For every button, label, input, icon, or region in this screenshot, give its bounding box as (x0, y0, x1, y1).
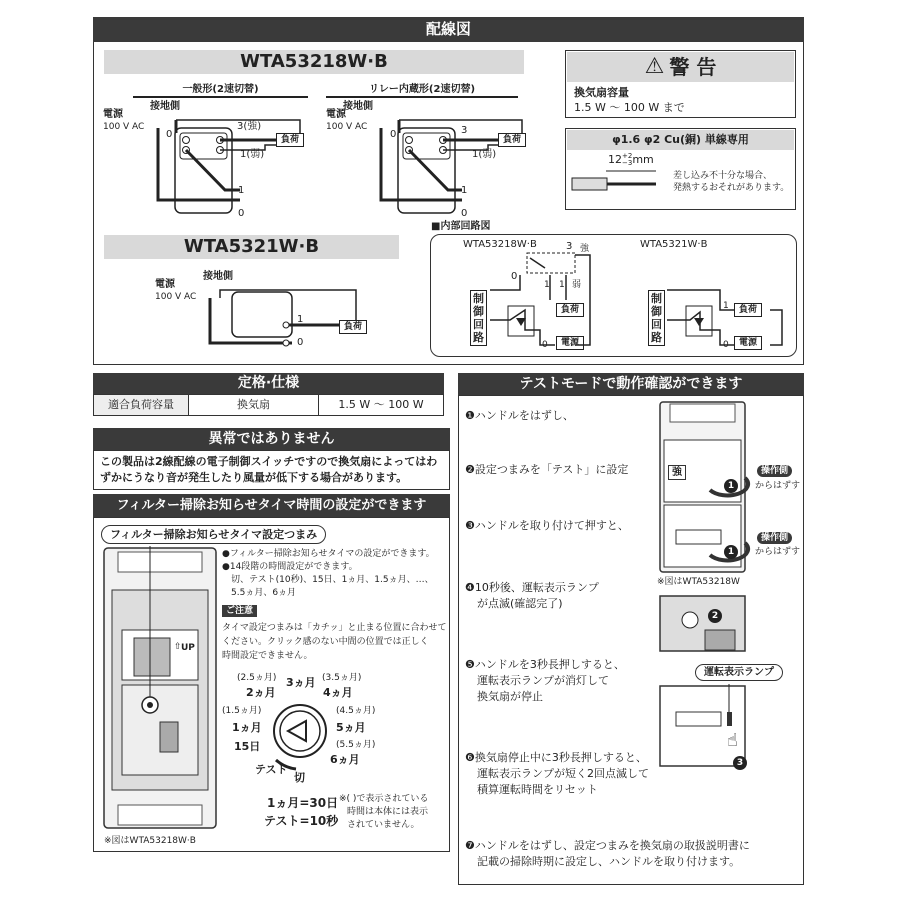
step-7-1: ❼ハンドルをはずし、設定つまみを換気扇の取扱説明書に (465, 839, 750, 852)
dial-m4: 4ヵ月 (323, 686, 353, 699)
terminal-1-a: 1 (238, 185, 245, 196)
dial-off: 切 (294, 771, 305, 784)
internal-power-a: 電源 (556, 336, 584, 350)
step-6-3: 積算運転時間をリセット (477, 783, 598, 796)
model-a-header: WTA53218W·B (104, 50, 524, 74)
testmode-title: テストモードで動作確認ができます (458, 373, 804, 395)
dial-m6: 6ヵ月 (330, 753, 360, 766)
strip-length: 12 +2 −3 mm (608, 152, 654, 167)
internal-model-b: WTA5321W·B (640, 239, 708, 250)
strip-note-2: 発熱するおそれがあります。 (673, 183, 790, 193)
load-label-a: 負荷 (276, 133, 304, 147)
step-5-2: 運転表示ランプが消灯して (477, 674, 609, 687)
dial-m1: 1ヵ月 (232, 721, 262, 734)
internal-t0a: 0 (511, 271, 518, 282)
dial-m3: 3ヵ月 (286, 676, 316, 689)
filter-bullet2-sub2: 5.5ヵ月、6ヵ月 (231, 588, 297, 598)
strip-note-1: 差し込み不十分な場合、 (673, 171, 773, 181)
badge-2: 2 (708, 605, 724, 624)
filter-bullet2-sub1: 切、テスト(10秒)、15日、1ヵ月、1.5ヵ月、…、 (231, 575, 434, 585)
notice-title: 異常ではありません (93, 428, 450, 450)
wire-spec-header: φ1.6 φ2 Cu(銅) 単線専用 (567, 130, 794, 150)
voltage-label-a: 100 V AC (103, 122, 145, 132)
step-1: ❶ハンドルをはずし、 (465, 409, 574, 422)
legend-month: 1ヵ月=30日 (267, 796, 339, 810)
notice-body: この製品は2線配線の電子制御スイッチですので換気扇によってはわずかにうなり音が発生したり風量が低下する場合があります。 (93, 450, 450, 490)
internal-t1b: 1 (559, 280, 565, 290)
warning-title: 警 告 (669, 55, 717, 79)
voltage-label-b: 100 V AC (326, 122, 368, 132)
filter-bullet2: ●14段階の時間設定ができます。 (222, 562, 358, 572)
up-label: UP (181, 643, 195, 653)
model-b-header: WTA5321W·B (104, 235, 399, 259)
dial-d15: 15日 (234, 740, 261, 753)
terminal-0-b: 0 (390, 129, 397, 140)
lamp-label: 運転表示ランプ (695, 664, 783, 681)
step-4-2: が点滅(確認完了) (477, 597, 563, 610)
caution-title: ご注意 (222, 605, 257, 617)
up-arrow-icon: ⇧ (174, 642, 182, 652)
remove-from-2: からはずす (755, 547, 801, 557)
load-label-c: 負荷 (339, 320, 367, 334)
terminal-0-c: 0 (297, 337, 304, 348)
step-6-2: 運転表示ランプが短く2回点滅して (477, 767, 649, 780)
capacity-label: 換気扇容量 (574, 86, 629, 99)
strong-badge: 強 (668, 465, 686, 480)
dial-m5-5: (5.5ヵ月) (336, 740, 376, 750)
caution-body-2: ください。クリック感のない中間の位置では正しく (222, 637, 429, 647)
paren-note-1: ※( )で表示されている (339, 794, 429, 804)
badge-1a: 1 (724, 475, 740, 494)
internal-t0b: 0 (542, 340, 548, 350)
badge-3: 3 (733, 752, 749, 771)
dial-m2-5: (2.5ヵ月) (237, 673, 277, 683)
figure-note: ※図はWTA53218W·B (104, 836, 196, 846)
dial-m4-5: (4.5ヵ月) (336, 706, 376, 716)
subtitle-general: 一般形(2速切替) (133, 82, 308, 98)
terminal-1-c: 1 (297, 314, 304, 325)
internal-t0c: 0 (723, 340, 729, 350)
paren-note-2: 時間は本体には表示 (347, 807, 429, 817)
step-4-1: ❹10秒後、運転表示ランプ (465, 581, 599, 594)
internal-t1a: 1 (544, 280, 550, 290)
internal-t1c: 1 (723, 301, 729, 311)
internal-strong: 強 (580, 244, 590, 254)
caution-body-3: 時間設定できません。 (222, 651, 313, 661)
dial-m2: 2ヵ月 (246, 686, 276, 699)
step-5-3: 換気扇が停止 (477, 690, 543, 703)
testmode-figure-note: ※図はWTA53218W (657, 577, 740, 587)
filter-title: フィルター掃除お知らせタイマ時間の設定ができます (93, 494, 450, 517)
step-7-2: 記載の掃除時期に設定し、ハンドルを取り付けます。 (477, 855, 741, 868)
terminal-0b-b: 0 (461, 208, 468, 219)
rating-col1: 適合負荷容量 (94, 395, 189, 415)
capacity-value: 1.5 W ～ 100 W まで (574, 101, 685, 114)
power-label-a: 電源 (103, 109, 123, 120)
internal-load-a: 負荷 (556, 303, 584, 317)
filter-bullet1: ●フィルター掃除お知らせタイマの設定ができます。 (222, 549, 435, 559)
finger-press-icon: ☝ (727, 730, 738, 751)
control-circuit-b: 制御回路 (648, 290, 665, 346)
knob-label: フィルター掃除お知らせタイマ設定つまみ (101, 525, 326, 544)
internal-power-b: 電源 (734, 336, 762, 350)
op-side-2: 操作側 (757, 532, 792, 544)
terminal-0b-a: 0 (238, 208, 245, 219)
rating-title: 定格·仕様 (93, 373, 444, 394)
terminal-3-b: 3 (461, 125, 468, 136)
legend-test: テスト=10秒 (264, 814, 339, 828)
power-label-b: 電源 (326, 109, 346, 120)
paren-note-3: されていません。 (347, 820, 420, 830)
internal-load-b: 負荷 (734, 303, 762, 317)
step-6-1: ❻換気扇停止中に3秒長押しすると、 (465, 751, 647, 764)
terminal-strong-a: 3(強) (237, 121, 262, 132)
terminal-1-b: 1 (461, 185, 468, 196)
step-5-1: ❺ハンドルを3秒長押しすると、 (465, 658, 625, 671)
load-label-b: 負荷 (498, 133, 526, 147)
caution-body-1: タイマ設定つまみは「カチッ」と止まる位置に合わせて (222, 623, 447, 633)
terminal-weak-a: 1(弱) (240, 149, 265, 160)
dial-m5: 5ヵ月 (336, 721, 366, 734)
ground-label-c: 接地側 (203, 271, 233, 282)
remove-from-1: からはずす (755, 481, 801, 491)
voltage-label-c: 100 V AC (155, 292, 197, 302)
dial-m1-5: (1.5ヵ月) (222, 706, 262, 716)
internal-title: ■内部回路図 (431, 221, 491, 232)
op-side-1: 操作側 (757, 465, 792, 477)
dial-m3-5: (3.5ヵ月) (322, 673, 362, 683)
internal-model-a: WTA53218W·B (463, 239, 537, 250)
terminal-weak-b: 1(弱) (472, 149, 497, 160)
dial-test: テスト (255, 763, 288, 776)
power-label-c: 電源 (155, 279, 175, 290)
wiring-title: 配線図 (93, 17, 804, 42)
ground-label-b: 接地側 (343, 101, 373, 112)
warning-triangle-icon: ⚠ (644, 54, 665, 79)
terminal-0-a: 0 (166, 129, 173, 140)
step-3: ❸ハンドルを取り付けて押すと、 (465, 519, 629, 532)
internal-t3: 3 (566, 241, 573, 252)
rating-col2: 換気扇 (189, 395, 319, 415)
rating-col3: 1.5 W ～ 100 W (338, 398, 424, 411)
step-2: ❷設定つまみを「テスト」に設定 (465, 463, 629, 476)
subtitle-relay: リレー内蔵形(2速切替) (326, 82, 518, 98)
control-circuit-a: 制御回路 (470, 290, 487, 346)
ground-label-a: 接地側 (150, 101, 180, 112)
internal-weak: 弱 (572, 280, 582, 290)
badge-1b: 1 (724, 541, 740, 560)
